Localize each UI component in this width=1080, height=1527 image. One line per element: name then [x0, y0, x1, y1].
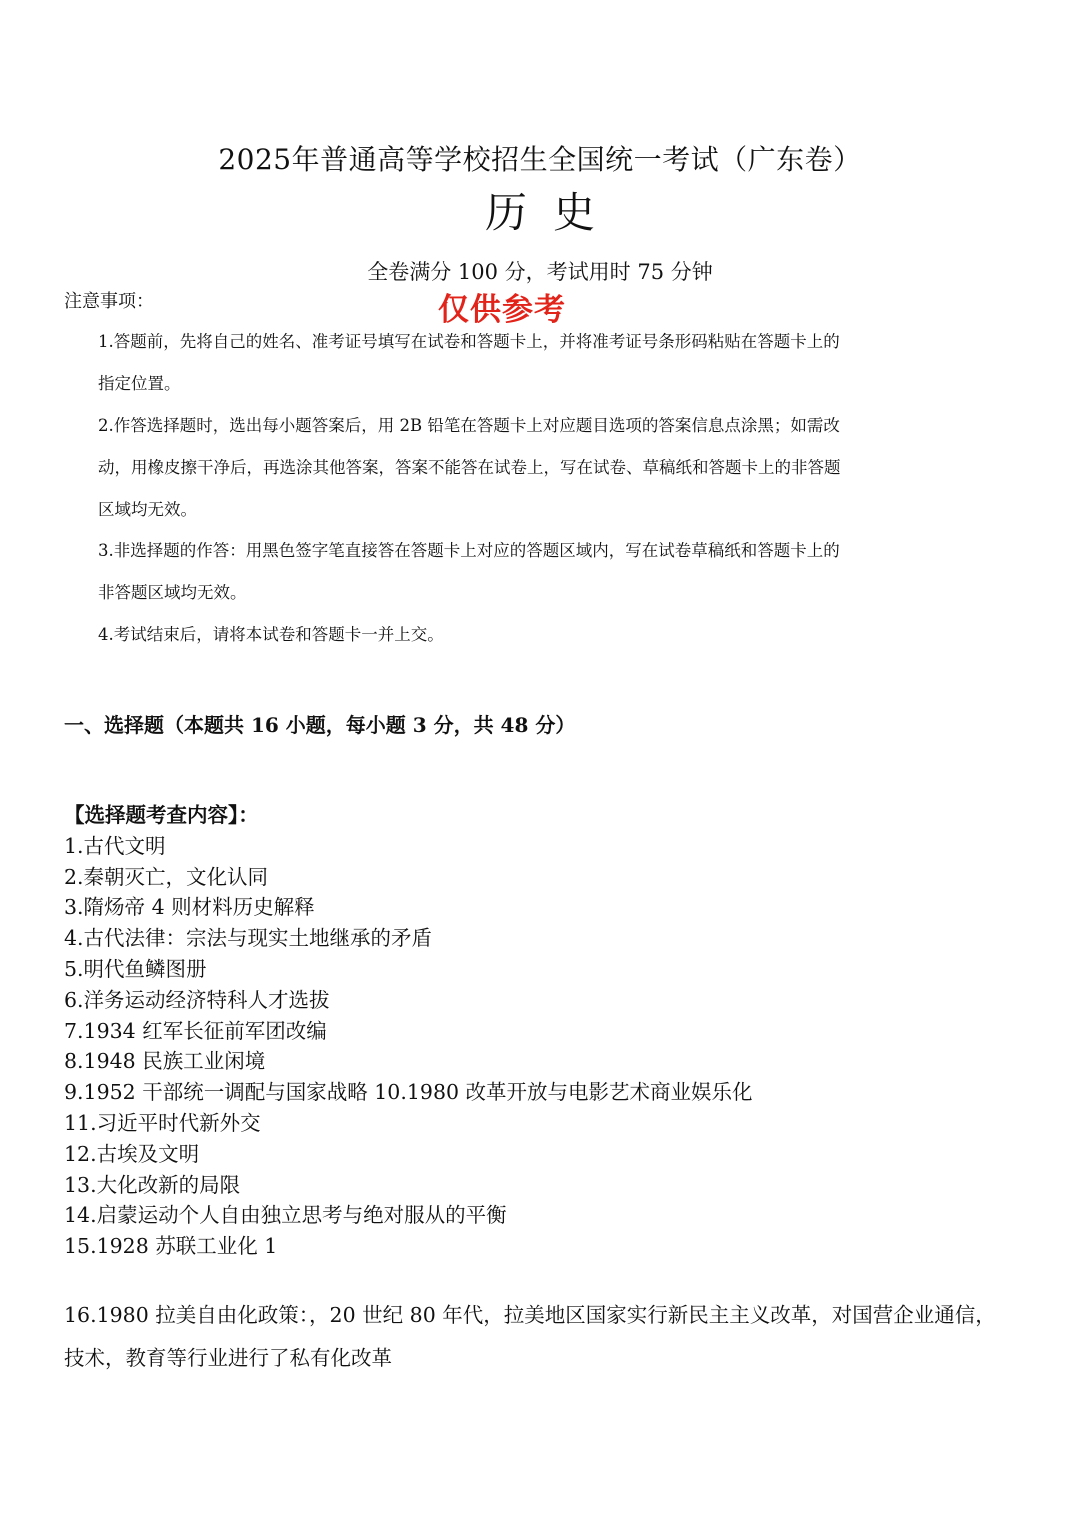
reference-only-stamp: 仅供参考 — [438, 292, 566, 328]
topic-list — [64, 831, 753, 1262]
exam-title: 2025年普通高等学校招生全国统一考试（广东卷） — [218, 143, 862, 176]
notice-item-4 — [64, 614, 854, 656]
list-item: 2.秦朝灭亡，文化认同 — [64, 864, 269, 889]
subject-title: 历史 — [484, 188, 621, 237]
list-item: 6.洋务运动经济特科人才选拔 — [64, 987, 330, 1012]
notice-item-2 — [64, 405, 854, 531]
list-item: 7.1934 红军长征前军团改编 — [64, 1018, 327, 1043]
list-item: 11.习近平时代新外交 — [64, 1110, 261, 1135]
score-time-line: 全卷满分 100 分，考试用时 75 分钟 — [367, 260, 713, 284]
list-item: 9.1952 干部统一调配与国家战略 10.1980 改革开放与电影艺术商业娱乐化 — [64, 1080, 753, 1105]
notice-heading: 注意事项： — [64, 291, 154, 312]
notice-item-1 — [64, 321, 854, 405]
list-item: 12.古埃及文明 — [64, 1141, 200, 1166]
notice-item-text: 2.作答选择题时，选出每小题答案后，用 2B 铅笔在答题卡上对应题目选项的答案信息点涂黑；如需改动，用橡皮擦干净后，再选涂其他答案，答案不能答在试卷上，写在试卷、草稿纸和答题卡上的非答题区域均无效。 — [98, 416, 841, 519]
list-item: 15.1928 苏联工业化 1 — [64, 1234, 278, 1259]
notice-item-text: 1.答题前，先将自己的姓名、准考证号填写在试卷和答题卡上，并将准考证号条形码粘贴在答题卡上的指定位置。 — [98, 332, 840, 393]
question-16-summary: 16.1980 拉美自由化政策：，20 世纪 80 年代，拉美地区国家实行新民主主义改革，对国营企业通信，技术，教育等行业进行了私有化改革 — [64, 1303, 996, 1370]
list-item: 4.古代法律：宗法与现实土地继承的矛盾 — [64, 926, 433, 951]
topics-heading: 【选择题考查内容】： — [64, 803, 259, 827]
topics-block — [64, 800, 753, 1262]
notice-item-text: 3.非选择题的作答：用黑色签字笔直接答在答题卡上对应的答题区域内，写在试卷草稿纸和答题卡上的非答题区域均无效。 — [98, 541, 840, 602]
notice-item-text: 4.考试结束后，请将本试卷和答题卡一并上交。 — [98, 625, 444, 644]
list-item: 13.大化改新的局限 — [64, 1172, 241, 1197]
notice-item-3 — [64, 530, 854, 614]
list-item: 5.明代鱼鳞图册 — [64, 956, 207, 981]
list-item: 14.启蒙运动个人自由独立思考与绝对服从的平衡 — [64, 1203, 507, 1228]
list-item: 8.1948 民族工业闲境 — [64, 1049, 266, 1074]
list-item: 3.隋炀帝 4 则材料历史解释 — [64, 895, 315, 920]
section-heading: 一、选择题（本题共 16 小题，每小题 3 分，共 48 分） — [64, 713, 576, 737]
list-item: 1.古代文明 — [64, 833, 166, 858]
